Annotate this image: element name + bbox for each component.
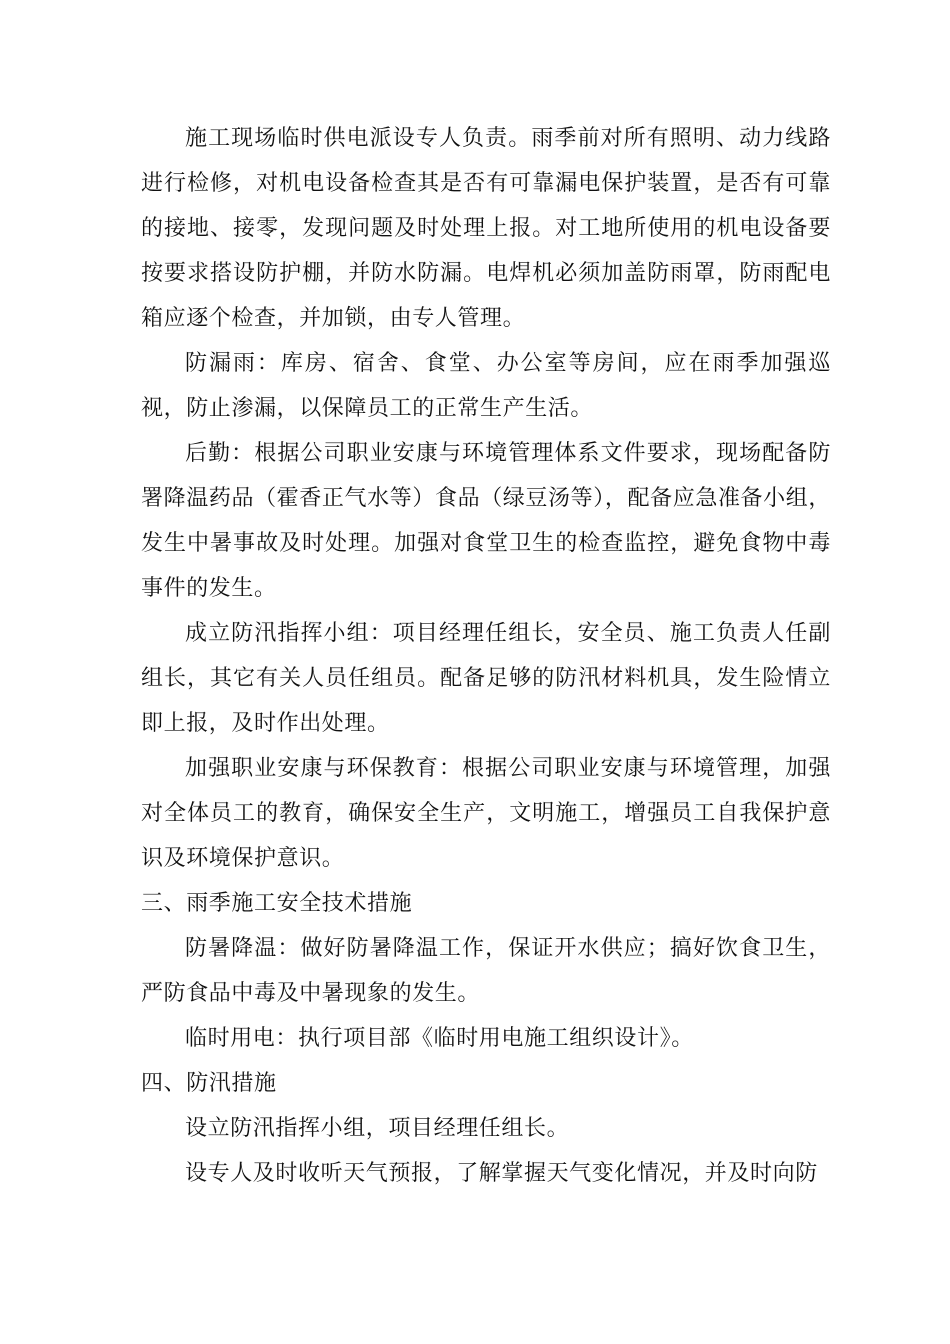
- paragraph-set-up-command-group: 设立防汛指挥小组，项目经理任组长。: [185, 1116, 570, 1141]
- paragraph-safety-education: 加强职业安康与环保教育：根据公司职业安康与环境管理，加强对全体员工的教育，确保安全生产，文明施工，增强员工自我保护意识及环境保护意识。: [141, 756, 831, 871]
- section-heading-rainy-season-safety: 三、雨季施工安全技术措施: [141, 891, 413, 916]
- paragraph-flood-command-group: 成立防汛指挥小组：项目经理任组长，安全员、施工负责人任副组长，其它有关人员任组员。配备足够的防汛材料机具，发生险情立即上报，及时作出处理。: [141, 621, 831, 736]
- paragraph-heatstroke-prevention: 防暑降温：做好防暑降温工作，保证开水供应；搞好饮食卫生，严防食品中毒及中暑现象的发生。: [141, 936, 831, 1006]
- paragraph-leak-prevention: 防漏雨：库房、宿舍、食堂、办公室等房间，应在雨季加强巡视，防止渗漏，以保障员工的正常生产生活。: [141, 351, 831, 421]
- paragraph-weather-forecast: 设专人及时收听天气预报，了解掌握天气变化情况，并及时向防: [185, 1161, 818, 1186]
- paragraph-power-supply: 施工现场临时供电派设专人负责。雨季前对所有照明、动力线路进行检修，对机电设备检查其是否有可靠漏电保护装置，是否有可靠的接地、接零，发现问题及时处理上报。对工地所使用的机电设备要按要求搭设防护棚，并防水防漏。电焊机必须加盖防雨罩，防雨配电箱应逐个检查，并加锁，由专人管理。: [141, 126, 831, 331]
- paragraph-temporary-electricity: 临时用电：执行项目部《临时用电施工组织设计》。: [185, 1026, 694, 1051]
- paragraph-logistics: 后勤：根据公司职业安康与环境管理体系文件要求，现场配备防署降温药品（霍香正气水等）食品（绿豆汤等），配备应急准备小组，发生中暑事故及时处理。加强对食堂卫生的检查监控，避免食物中毒事件的发生。: [141, 441, 831, 601]
- section-heading-flood-measures: 四、防汛措施: [141, 1071, 277, 1096]
- document-body: [141, 116, 831, 1196]
